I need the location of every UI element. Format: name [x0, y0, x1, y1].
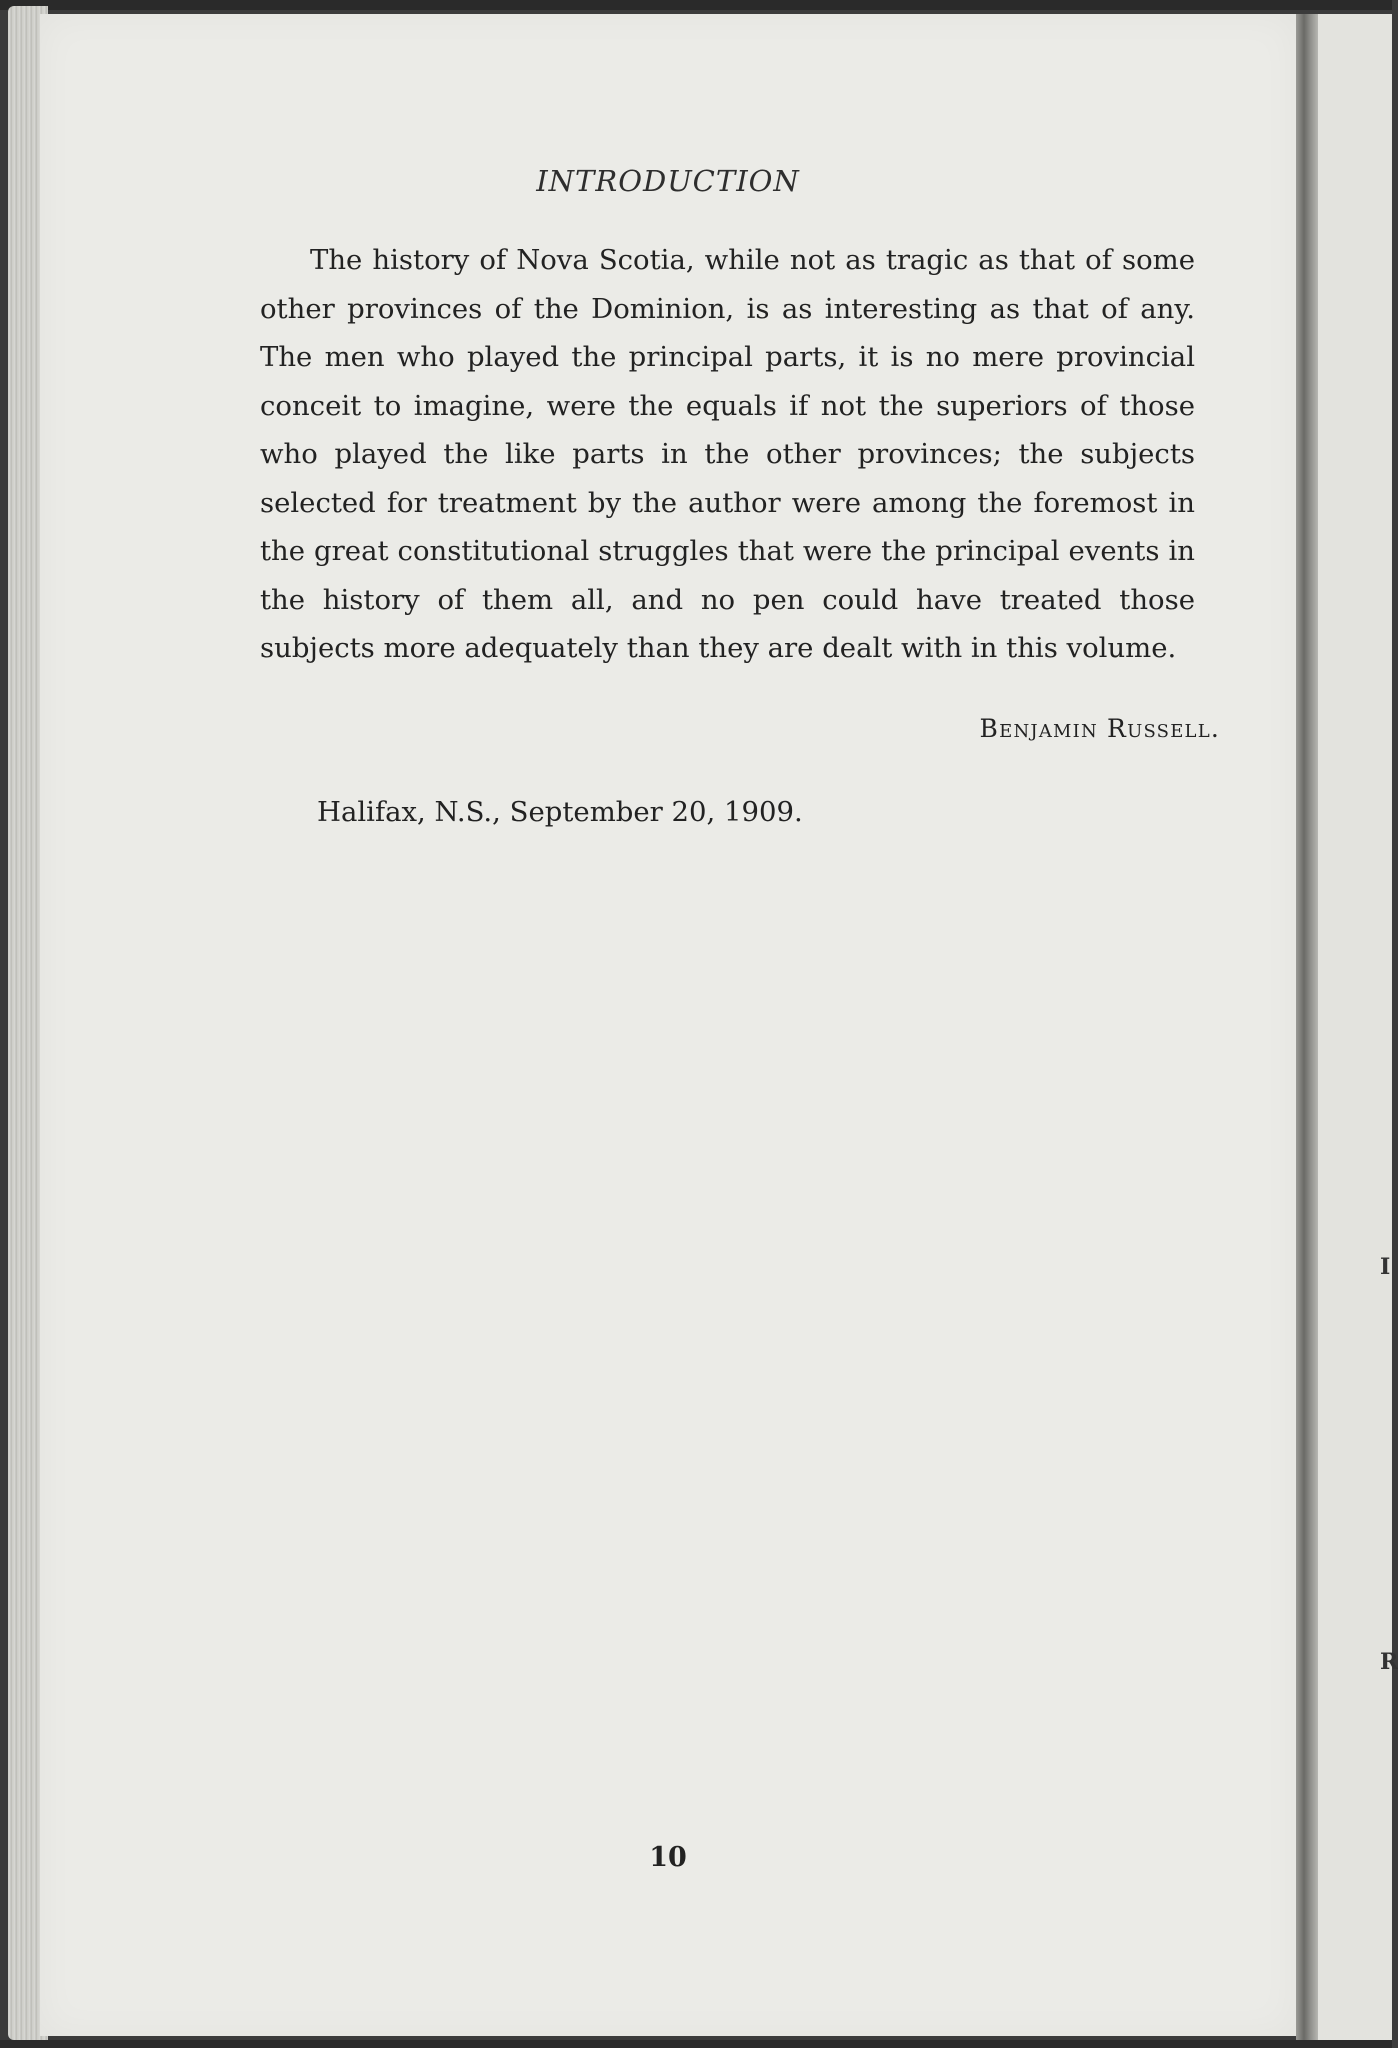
page-number: 10 [649, 1842, 687, 1873]
scan-background-top [0, 0, 1392, 10]
book-spine-gutter [1296, 14, 1318, 2048]
dateline: Halifax, N.S., September 20, 1909. [317, 796, 803, 828]
book-page [40, 14, 1296, 2036]
page-heading: INTRODUCTION [536, 164, 800, 198]
next-page-fragment-lower: R [1380, 1649, 1398, 1675]
next-page-edge [1318, 14, 1398, 2048]
signature: Benjamin Russell. [979, 714, 1220, 743]
scan-background-bottom [0, 2040, 1392, 2048]
introduction-paragraph: The history of Nova Scotia, while not as tragic as that of some other provinces of the Dominion, is as interesting as that of any. The men who played the principal parts, it is no mere provincial conceit to imagine, were the equals if not the superiors of those who played the like parts in the other provinces; the subjects selected for treatment by the author were among the foremost in the great constitutional struggles that were the principal events in the history of them all, and no pen could have treated those subjects more adequately than they are dealt with in this volume. [260, 244, 1195, 664]
next-page-fragment-upper: I [1380, 1254, 1391, 1280]
